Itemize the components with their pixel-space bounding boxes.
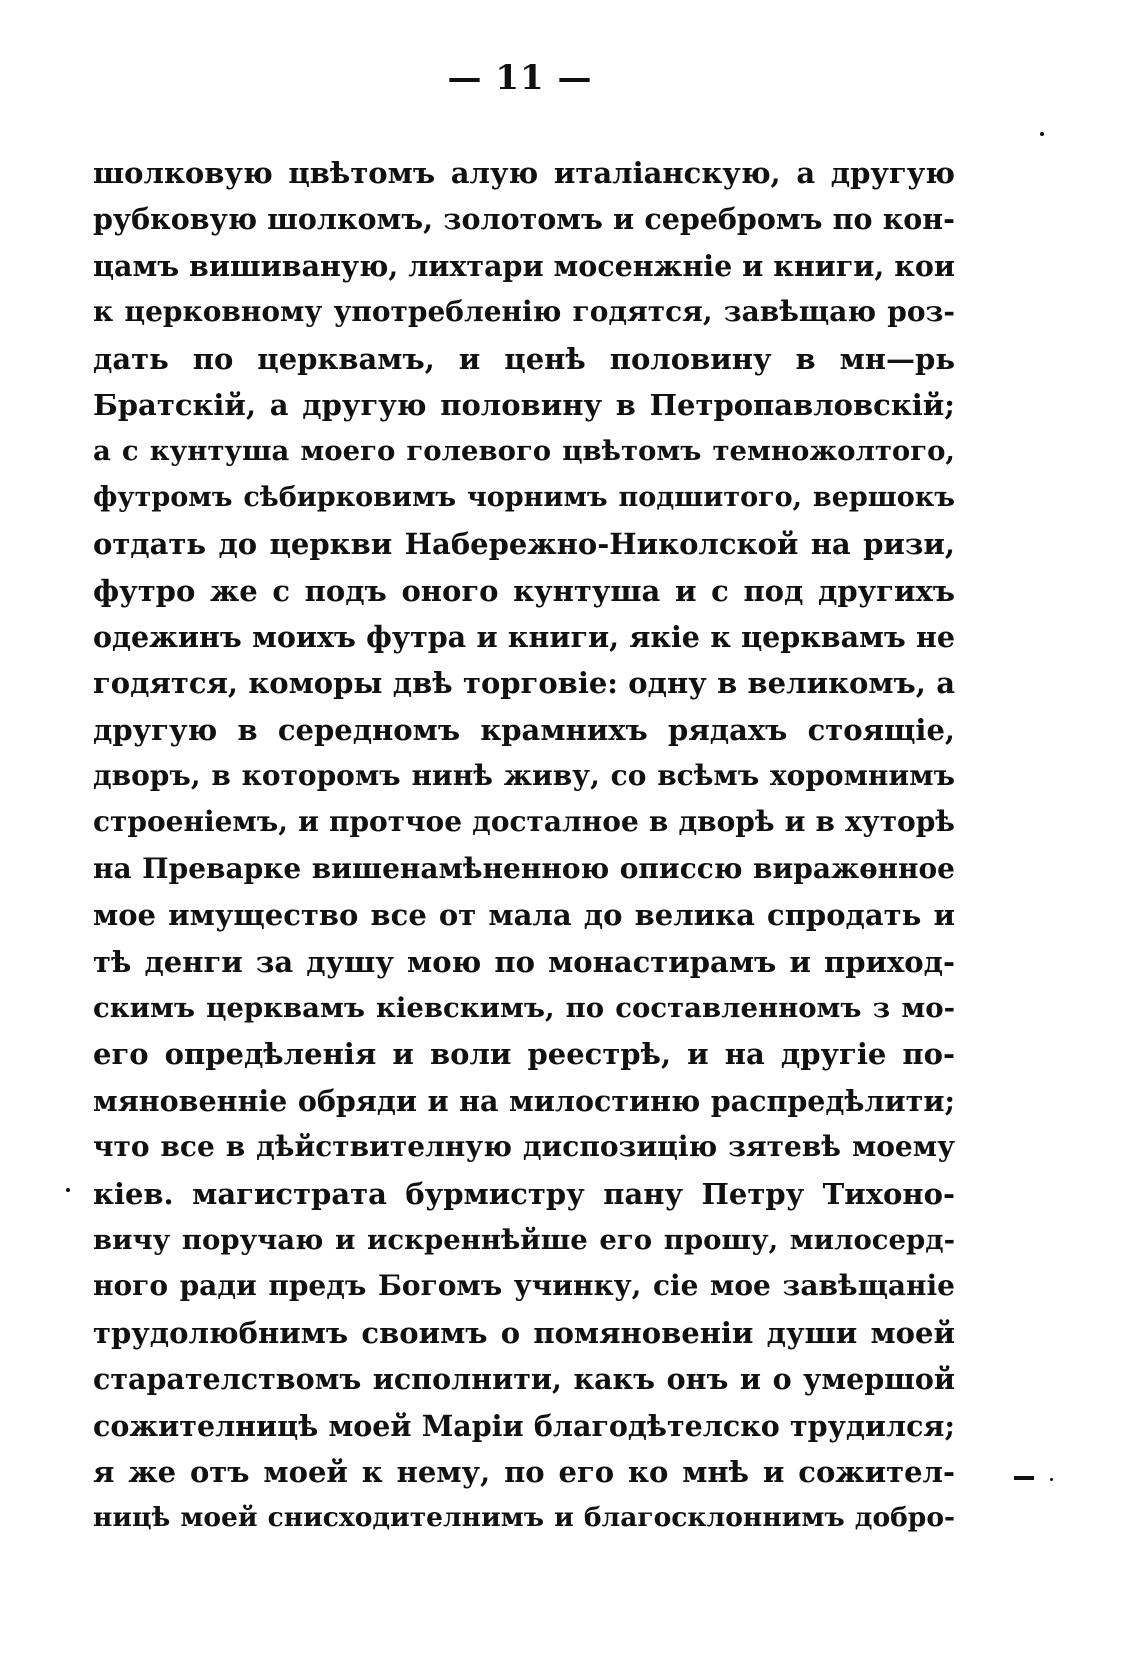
text-line: ного ради предъ Богомъ учинку, сіе мое завѣщаніе: [93, 1269, 955, 1303]
print-speck: [1040, 132, 1044, 136]
text-line: кіев. магистрата бурмистру пану Петру Тихоно-: [93, 1176, 955, 1211]
text-line: отдать до церкви Набережно-Николской на ризи,: [93, 527, 955, 562]
page-number: — 11 —: [447, 58, 593, 98]
text-line: цамъ вишиваную, лихтари мосенжніе и книги, кои: [93, 248, 955, 283]
text-line: годятся, коморы двѣ торговіе: одну в великомъ, а: [93, 666, 955, 701]
print-dash-mark: [1014, 1476, 1034, 1480]
text-line: а с кунтуша моего голевого цвѣтомъ темножолтого,: [93, 435, 955, 468]
body-text: [93, 150, 955, 1542]
text-line: к церковному употребленію годятся, завѣщаю роз-: [93, 295, 955, 329]
text-line: дворъ, в которомъ нинѣ живу, со всѣмъ хоромнимъ: [93, 759, 955, 793]
text-line: скимъ церквамъ кіевскимъ, по составленномъ з мо-: [93, 992, 955, 1025]
print-speck: [66, 1188, 70, 1192]
print-speck: [1050, 1478, 1053, 1481]
text-line: сожителницѣ моей Маріи благодѣтелско трудился;: [93, 1408, 955, 1443]
text-line: Братскій, а другую половину в Петропавловскій;: [93, 387, 955, 422]
text-line: футро же с подъ оного кунтуша и с под другихъ: [93, 573, 955, 608]
text-line: ницѣ моей снисходителнимъ и благосклоннимъ добро-: [93, 1502, 955, 1534]
text-line: тѣ денги за душу мою по монастирамъ и приход-: [93, 944, 955, 979]
text-line: что все в дѣйствителную диспозицію зятевѣ моему: [93, 1130, 955, 1164]
text-line: вичу поручаю и искреннѣйше его прошу, милосерд-: [93, 1223, 955, 1256]
text-line: одежинъ моихъ футра и книги, якіе к церквамъ не: [93, 619, 955, 654]
text-line: его опредѣленія и воли реестрѣ, и на другіе по-: [93, 1037, 955, 1072]
text-line: дать по церквамъ, и ценѣ половину в мн—рь: [93, 341, 955, 376]
text-line: шолковую цвѣтомъ алую италіанскую, а другую: [93, 156, 955, 190]
text-line: трудолюбнимъ своимъ о помяновеніи души моей: [93, 1315, 955, 1350]
text-line: мое имущество все от мала до велика спродать и: [93, 898, 955, 933]
text-line: на Преварке вишенамѣненною опиcсю виражѳнное: [93, 851, 955, 885]
text-line: старателствомъ исполнити, какъ онъ и о умершой: [93, 1362, 955, 1397]
text-line: мяновенніе обряди и на милостиню распредѣлити;: [93, 1083, 955, 1118]
text-line: другую в середномъ крамнихъ рядахъ стоящіе,: [93, 712, 955, 747]
text-line: футромъ сѣбирковимъ чорнимъ подшитого, вершокъ: [93, 481, 955, 513]
text-line: рубковую шолкомъ, золотомъ и серебромъ по кон-: [93, 202, 955, 237]
text-line: я же отъ моей к нему, по его ко мнѣ и сожител-: [93, 1454, 955, 1489]
text-line: строеніемъ, и протчое досталное в дворѣ и в хуторѣ: [93, 805, 955, 839]
